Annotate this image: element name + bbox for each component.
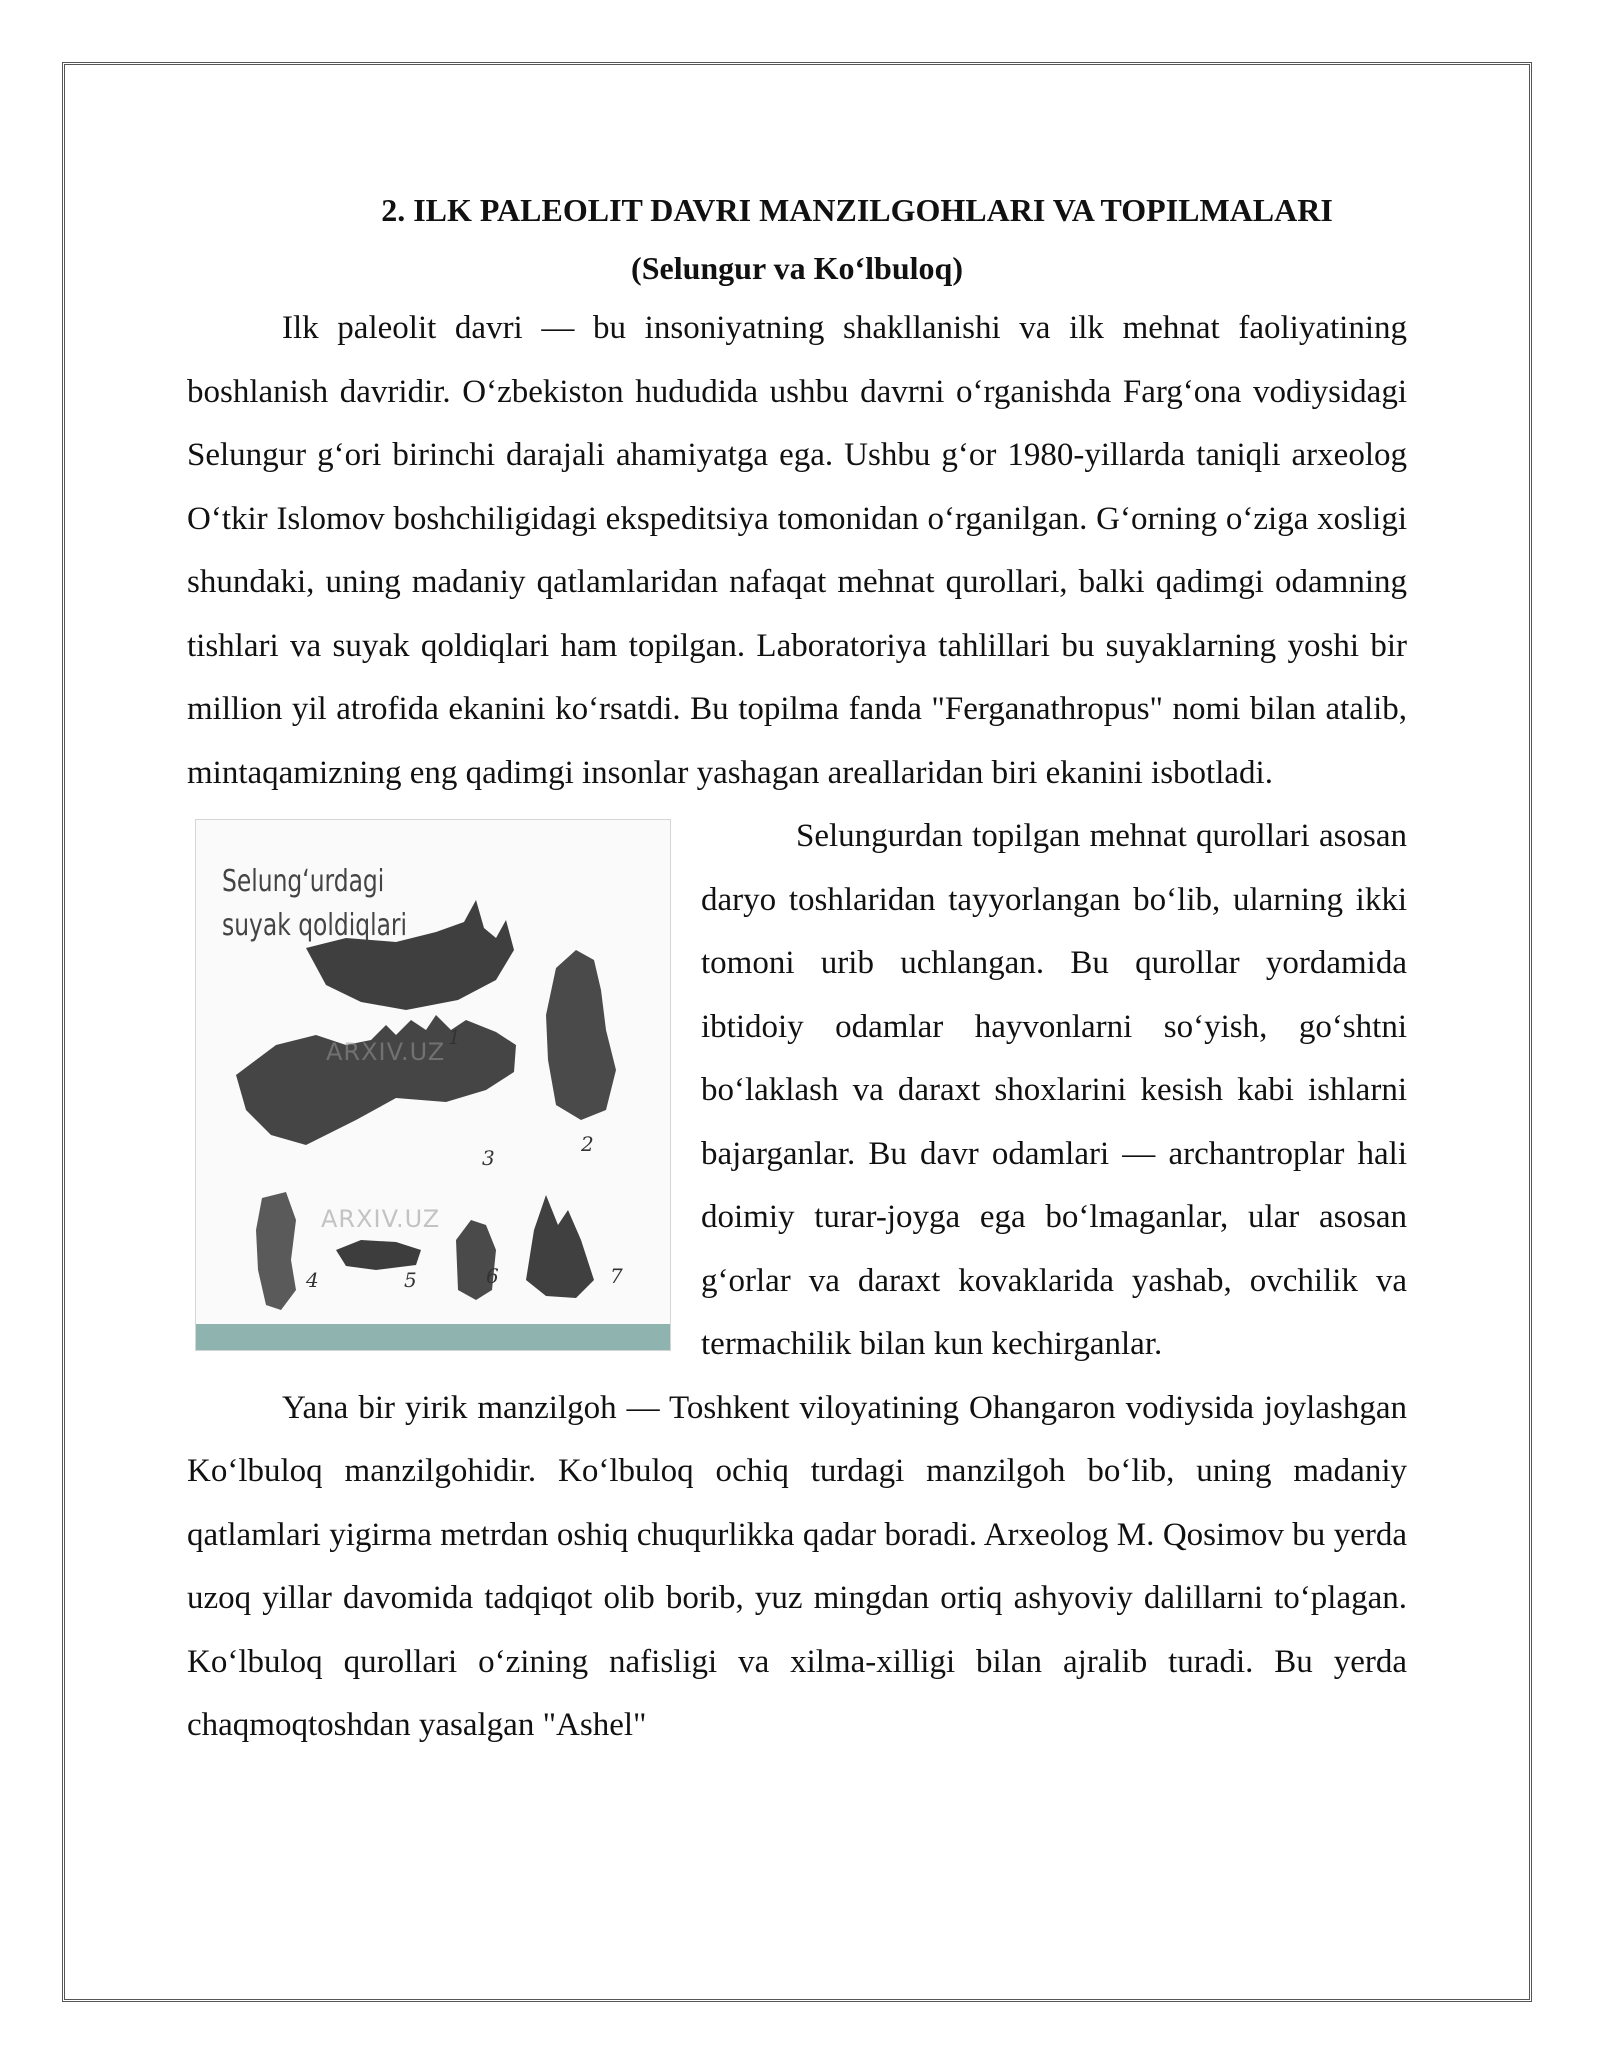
figure-label: 3 xyxy=(482,1146,495,1170)
bone-fragment-2 xyxy=(546,950,616,1120)
paragraph-3: Yana bir yirik manzilgoh — Toshkent viloyatining Ohangaron vodiysida joylashgan Koʻlbuloq manzilgohidir. Koʻlbuloq ochiq turdagi manzilgoh boʻlib, uning madaniy qatlamlari yigirma metrdan oshiq chuqurlikka qadar boradi. Arxeolog M. Qosimov bu yerda uzoq yillar davomida tadqiqot olib borib, yuz mingdan ortiq ashyoviy dalillarni toʻplagan. Koʻlbuloq qurollari oʻzining nafisligi va xilma-xilligi bilan ajralib turadi. Bu yerda chaqmoqtoshdan yasalgan "Ashel" xyxy=(187,1389,1407,1743)
tooth-fragment-7 xyxy=(526,1195,594,1298)
figure-label: 7 xyxy=(610,1264,623,1288)
watermark: ARXIV.UZ xyxy=(326,1038,446,1066)
watermark: ARXIV.UZ xyxy=(321,1205,441,1233)
figure-label: 2 xyxy=(581,1132,594,1156)
figure-bottom-bar xyxy=(196,1324,670,1350)
document-body xyxy=(187,185,1407,1758)
bone-fragment-5 xyxy=(336,1240,421,1270)
document-title: 2. ILK PALEOLIT DAVRI MANZILGOHLARI VA TOPILMALARI xyxy=(381,192,1333,228)
paragraph-1: Ilk paleolit davri — bu insoniyatning shakllanishi va ilk mehnat faoliyatining boshlanish davridir. Oʻzbekiston hududida ushbu davrni oʻrganishda Fargʻona vodiysidagi Selungur gʻori birinchi darajali ahamiyatga ega. Ushbu gʻor 1980-yillarda taniqli arxeolog Oʻtkir Islomov boshchiligidagi ekspeditsiya tomonidan oʻrganilgan. Gʻorning oʻziga xosligi shundaki, uning madaniy qatlamlaridan nafaqat mehnat qurollari, balki qadimgi odamning tishlari va suyak qoldiqlari ham topilgan. Laboratoriya tahlillari bu suyaklarning yoshi bir million yil atrofida ekanini koʻrsatdi. Bu topilma fanda "Ferganathropus" nomi bilan atalib, mintaqamizning eng qadimgi insonlar yashagan areallaridan biri ekanini isbotladi. xyxy=(187,310,1407,791)
document-subtitle: (Selungur va Koʻlbuloq) xyxy=(631,250,963,286)
bone-fragment-4 xyxy=(256,1192,296,1310)
figure-label: 1 xyxy=(448,1025,461,1049)
paragraph-2: Selungurdan topilgan mehnat qurollari asosan daryo toshlaridan tayyorlangan boʻlib, ularning ikki tomoni urib uchlangan. Bu qurollar yordamida ibtidoiy odamlar hayvonlarni soʻyish, goʻshtni boʻlaklash va daraxt shoxlarini kesish kabi ishlarni bajarganlar. Bu davr odamlari — archantroplar hali doimiy turar-joyga ega boʻlmaganlar, ular asosan gʻorlar va daraxt kovaklarida yashab, ovchilik va termachilik bilan kun kechirganlar. xyxy=(701,818,1407,1362)
figure-label: 4 xyxy=(306,1268,319,1292)
figure-label: 6 xyxy=(486,1264,499,1288)
bone-fragment-6 xyxy=(456,1220,496,1300)
figure-caption: Selungʻurdagi suyak qoldiqlari xyxy=(222,864,408,943)
selungur-bone-figure xyxy=(195,819,671,1351)
figure-label: 5 xyxy=(404,1268,417,1292)
jaw-fragment-3 xyxy=(236,1015,516,1145)
